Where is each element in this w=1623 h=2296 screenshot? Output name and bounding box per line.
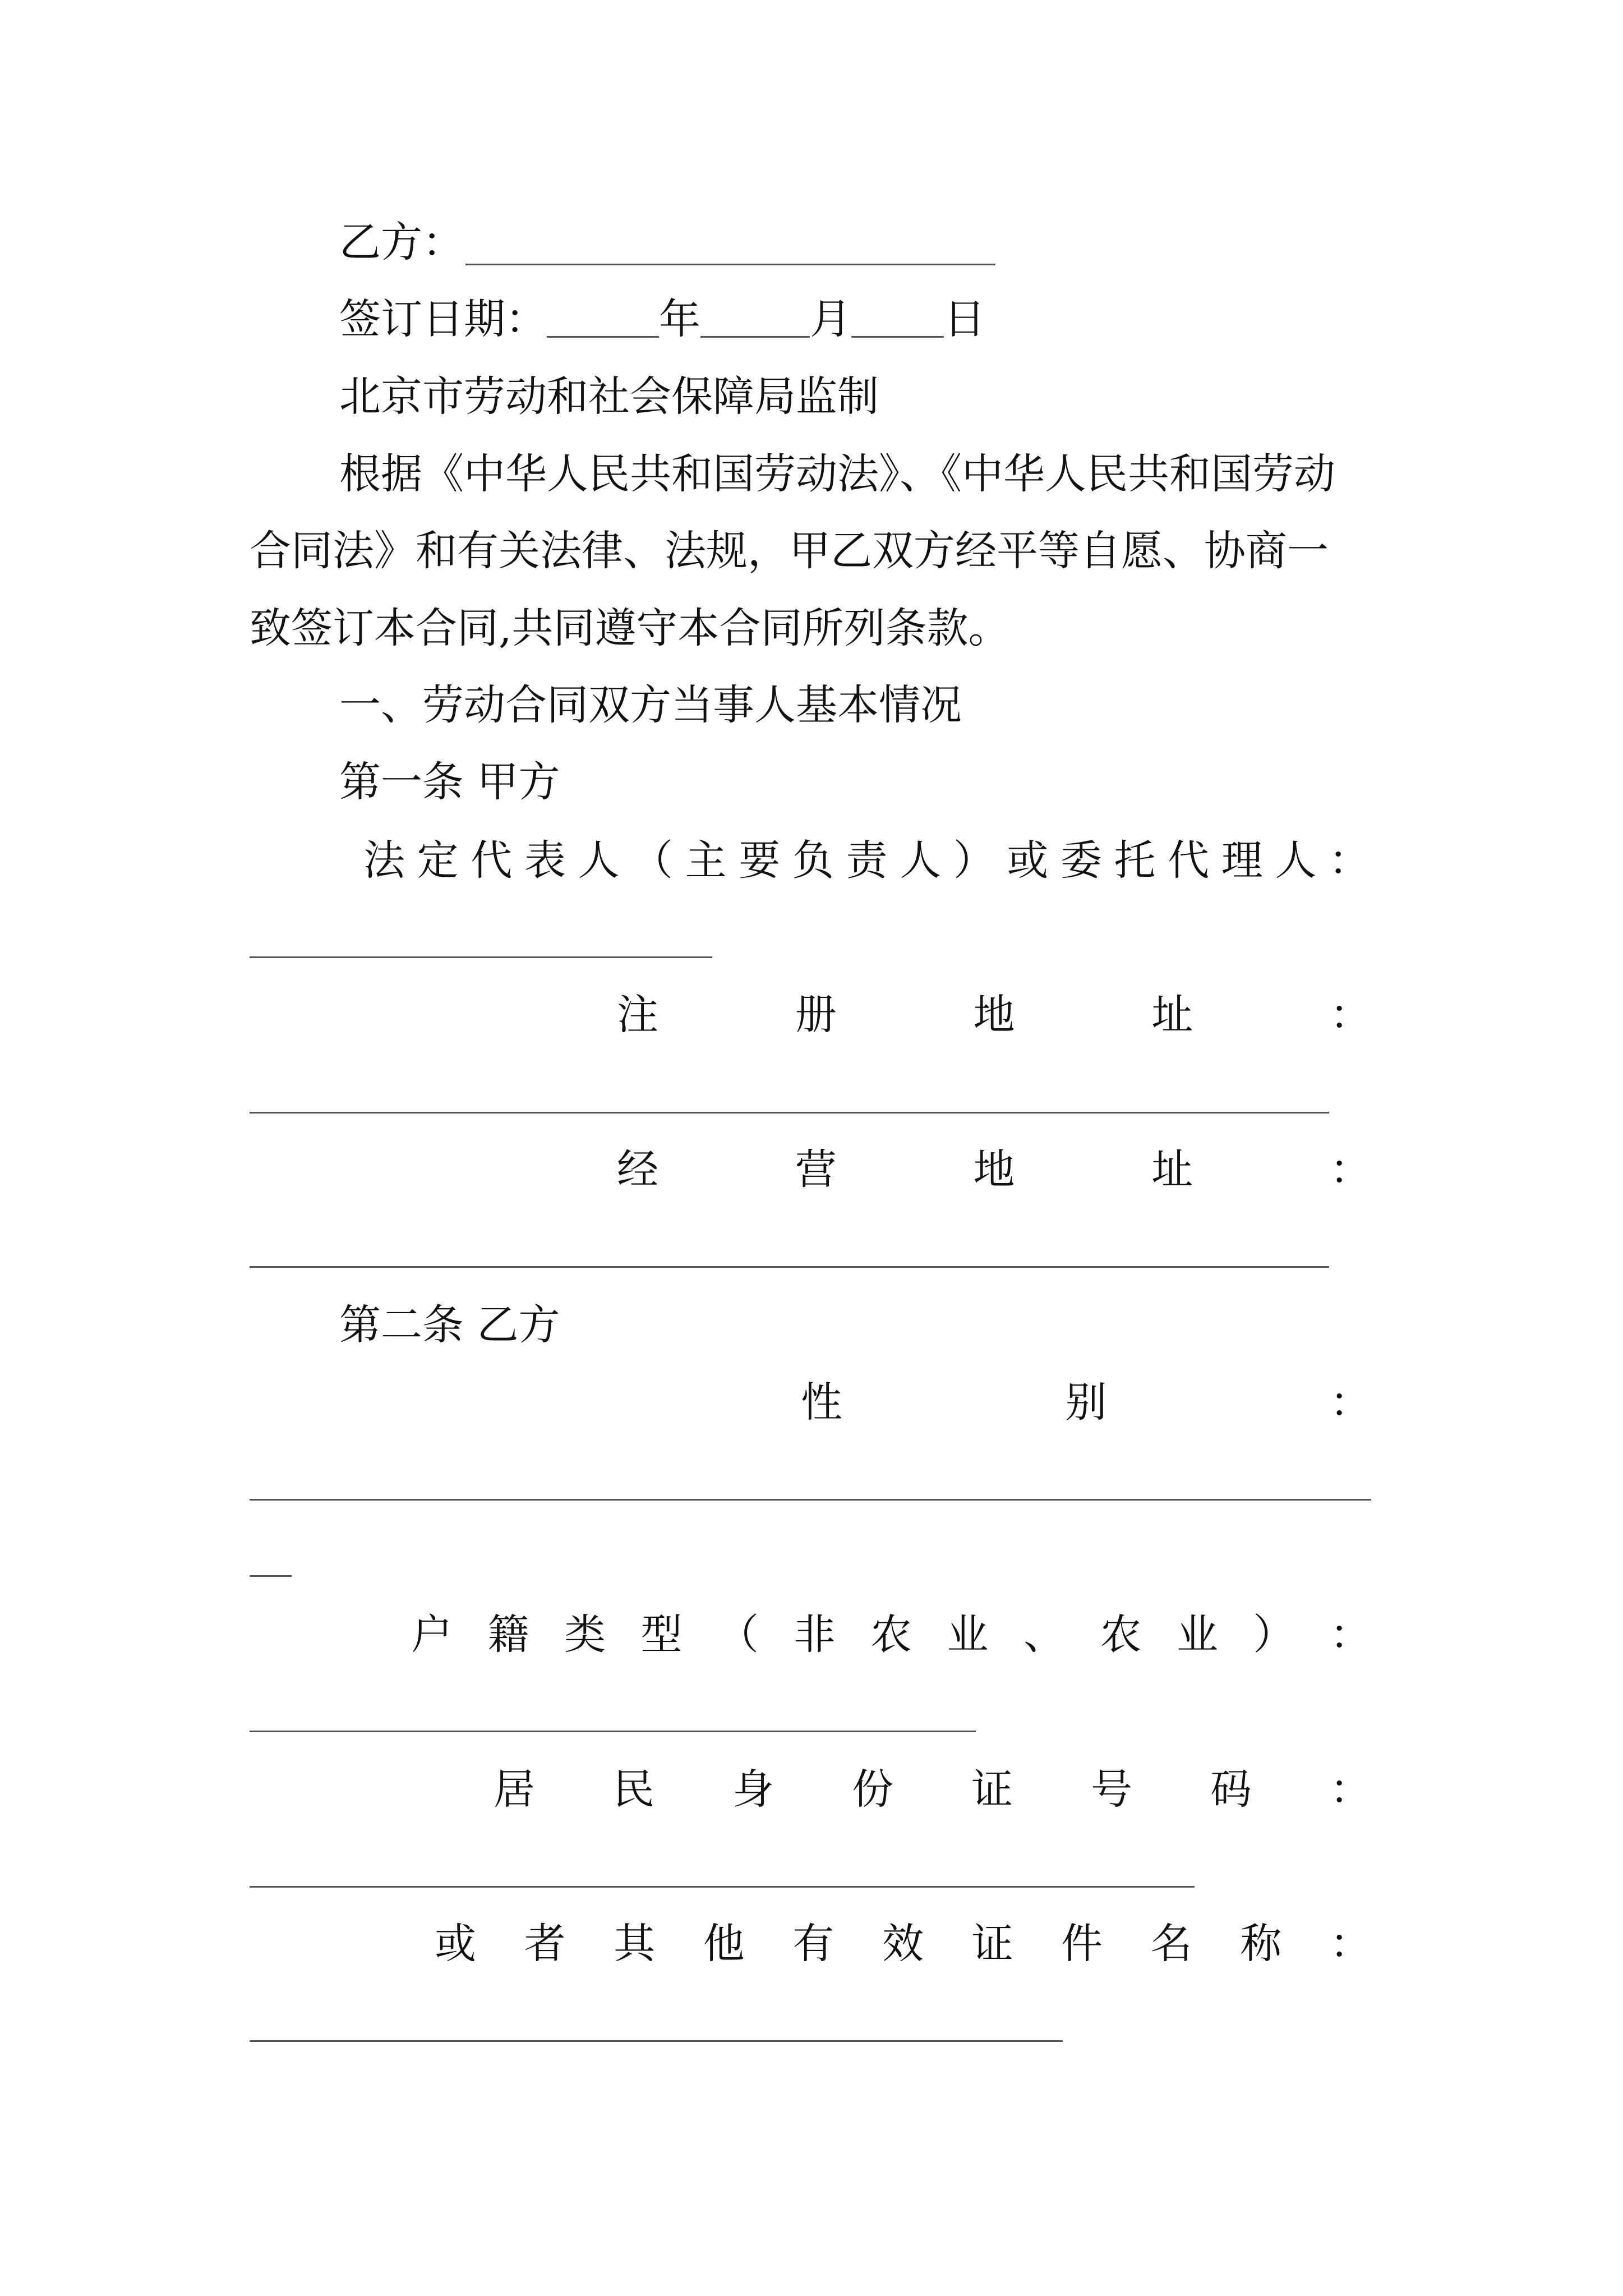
article-1-title: 第一条 甲方 [339,758,560,806]
legal-rep-char: （ [631,836,674,885]
biz-address-char: 址 [1151,1145,1193,1194]
legal-rep-char: 代 [471,836,513,885]
hukou-blank[interactable] [250,1731,976,1732]
legal-rep-char: 理 [1221,836,1263,885]
other-id-char: 其 [614,1920,656,1968]
legal-rep-char: 要 [739,836,781,885]
biz-address-char: 营 [795,1145,837,1194]
day-blank[interactable] [851,336,944,338]
reg-address-char: ： [1330,991,1371,1039]
reg-address-char: 册 [795,991,837,1039]
article-2-title: 第二条 乙方 [339,1301,560,1349]
other-id-char: 效 [882,1920,924,1968]
id-char: 码 [1210,1765,1252,1814]
hukou-char: ） [1253,1611,1295,1659]
month-label: 月 [810,295,851,343]
legal-rep-char: 责 [846,836,888,885]
id-char: 身 [732,1765,774,1814]
other-id-char: 者 [524,1920,566,1968]
legal-rep-char: 定 [417,836,459,885]
other-id-char: ： [1329,1920,1371,1968]
other-id-char: 或 [435,1920,476,1968]
id-number-blank[interactable] [250,1886,1195,1888]
other-id-char: 他 [703,1920,745,1968]
biz-address-char: 地 [973,1145,1015,1194]
id-char: 民 [613,1765,654,1814]
legal-rep-char: 法 [363,836,405,885]
gender-char: ： [1330,1378,1371,1427]
hukou-char: （ [717,1611,759,1659]
legal-rep-char: ） [953,836,995,885]
hukou-label [411,1611,1371,1659]
id-char: 证 [971,1765,1013,1814]
hukou-char: ： [1330,1611,1371,1659]
reg-address-char: 址 [1151,991,1193,1039]
legal-rep-char: 人 [1275,836,1317,885]
party-b-label: 乙方： [339,218,464,266]
preamble-line-2: 合同法》和有关法律、法规，甲乙双方经平等自愿、协商一 [250,527,1329,575]
month-blank[interactable] [700,336,810,338]
section-1-title: 一、劳动合同双方当事人基本情况 [339,681,962,729]
biz-address-char: 经 [617,1145,658,1194]
reg-address-label [617,991,1371,1039]
legal-rep-blank[interactable] [250,956,712,958]
legal-rep-char: 负 [792,836,834,885]
year-blank[interactable] [547,336,659,338]
gender-blank[interactable] [250,1499,1371,1501]
other-id-char: 件 [1061,1920,1103,1968]
hukou-char: 农 [870,1611,912,1659]
party-b-blank[interactable] [465,264,995,265]
hukou-char: 户 [411,1611,453,1659]
id-char: 居 [494,1765,535,1814]
hukou-char: 型 [640,1611,683,1659]
legal-rep-char: 表 [524,836,566,885]
day-label: 日 [944,295,985,343]
hukou-char: 籍 [487,1611,529,1659]
gender-label [801,1378,1371,1427]
legal-rep-char: 代 [1168,836,1210,885]
legal-rep-char: 主 [685,836,727,885]
legal-rep-label [363,836,1370,885]
biz-address-blank[interactable] [250,1266,1329,1268]
sign-date-label: 签订日期： [339,295,547,343]
id-number-label [494,1765,1371,1814]
hukou-char: 农 [1100,1611,1142,1659]
biz-address-label [617,1145,1371,1194]
other-id-blank[interactable] [250,2040,1063,2042]
hukou-char: 业 [1177,1611,1218,1659]
supervisor-text: 北京市劳动和社会保障局监制 [339,372,879,421]
reg-address-char: 地 [973,991,1015,1039]
party-b-line [339,218,464,266]
hukou-char: 、 [1023,1611,1065,1659]
gender-char: 性 [801,1378,842,1427]
legal-rep-char: 托 [1114,836,1156,885]
hukou-char: 类 [564,1611,606,1659]
other-id-char: 名 [1150,1920,1192,1968]
sign-date-line [339,295,985,343]
year-label: 年 [659,295,700,343]
legal-rep-char: 人 [900,836,942,885]
other-id-label [435,1920,1371,1968]
id-char: 份 [852,1765,893,1814]
other-id-char: 有 [792,1920,834,1968]
preamble-line-1: 根据《中华人民共和国劳动法》、《中华人民共和国劳动 [339,450,1335,498]
preamble-line-3: 致签订本合同,共同遵守本合同所列条款。 [250,604,1010,652]
biz-address-char: ： [1330,1145,1371,1194]
id-char: ： [1330,1765,1371,1814]
supervisor-line [339,372,879,421]
reg-address-blank[interactable] [250,1112,1329,1114]
legal-rep-char: 委 [1060,836,1102,885]
reg-address-char: 注 [617,991,658,1039]
other-id-char: 证 [971,1920,1013,1968]
legal-rep-char: 或 [1007,836,1049,885]
hukou-char: 非 [794,1611,836,1659]
legal-rep-char: ： [1328,836,1370,885]
gender-blank-continued[interactable] [250,1575,292,1577]
other-id-char: 称 [1240,1920,1282,1968]
hukou-char: 业 [947,1611,989,1659]
gender-char: 别 [1065,1378,1107,1427]
id-char: 号 [1091,1765,1132,1814]
legal-rep-char: 人 [578,836,620,885]
